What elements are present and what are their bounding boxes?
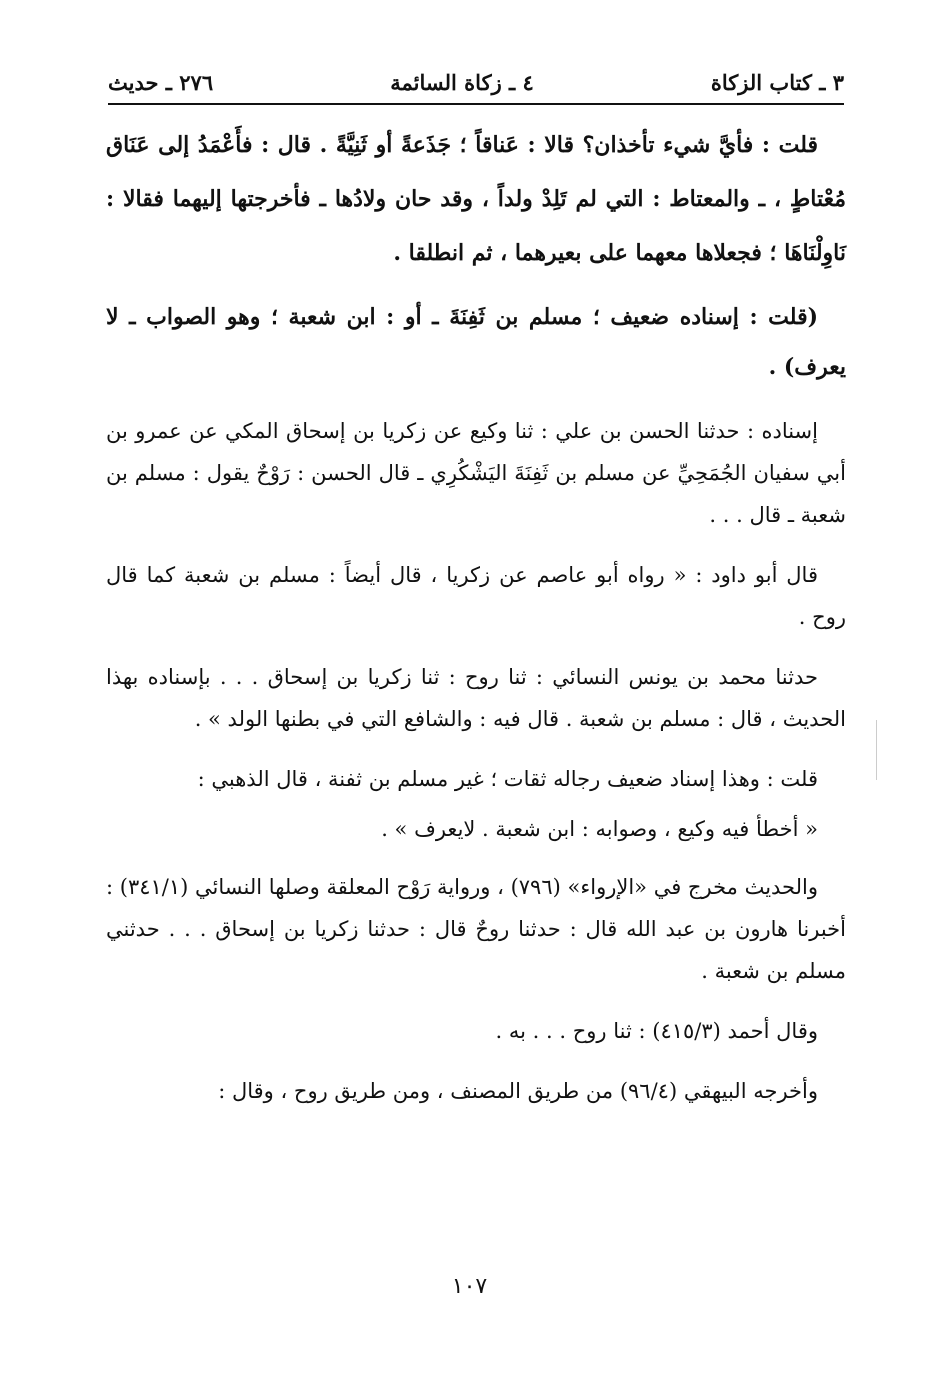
dhahabi-quote: « أخطأ فيه وكيع ، وصوابه : ابن شعبة . لايعرف » .: [381, 817, 818, 841]
page-number: ١٠٧: [451, 1274, 488, 1299]
bayhaqi-reference: وأخرجه البيهقي (٩٦/٤) من طريق المصنف ، ومن طريق روح ، وقال :: [218, 1079, 818, 1103]
grading-note: (قلت : إسناده ضعيف ؛ مسلم بن ثَفِنَةَ ـ أو : ابن شعبة ؛ وهو الصواب ـ لا يعرف) .: [106, 304, 846, 380]
hadith-text: قلت : فأيَّ شيء تأخذان؟ قالا : عَناقاً ؛ جَذَعةً أو ثَنِيَّةً . قال : فأَعْمَدُ إلى عَنَاق مُعْتاطٍ ، ـ والمعتاط : التي لم تَلِدْ ولداً ، وقد حان ولادُها ـ فأخرجتها إليهما فقالا : نَاوِلْنَاهَا ؛ فجعلاها معهما على بعيرهما ، ثم انطلقا .: [106, 132, 846, 266]
isnad-paragraph: إسناده : حدثنا الحسن بن علي : ثنا وكيع عن زكريا بن إسحاق المكي عن عمرو بن أبي سفيان الجُمَحِيِّ عن مسلم بن ثَفِنَةَ اليَشْكُرِي ـ قال الحسن : رَوْحٌ يقول : مسلم بن شعبة ـ قال . . .: [106, 419, 846, 527]
header-chapter: ٣ ـ كتاب الزكاة: [710, 69, 844, 95]
nasai-chain-paragraph: حدثنا محمد بن يونس النسائي : ثنا روح : ثنا زكريا بن إسحاق . . . بإسناده بهذا الحديث ، قال : مسلم بن شعبة . قال فيه : والشافع التي في بطنها الولد » .: [106, 665, 846, 731]
margin-mark: [876, 720, 877, 780]
running-header: [108, 64, 844, 100]
ahmad-reference: وقال أحمد (٤١٥/٣) : ثنا روح . . . به .: [495, 1019, 818, 1043]
commentary-paragraph: قلت : وهذا إسناد ضعيف رجاله ثقات ؛ غير مسلم بن ثفنة ، قال الذهبي :: [197, 767, 818, 791]
header-divider: [108, 103, 844, 105]
takhrij-paragraph: والحديث مخرج في «الإرواء» (٧٩٦) ، ورواية رَوْح المعلقة وصلها النسائي (٣٤١/١) : أخبرنا هارون بن عبد الله قال : حدثنا روحٌ قال : حدثنا زكريا بن إسحاق . . . حدثني مسلم بن شعبة .: [106, 875, 846, 983]
page-body: [106, 118, 846, 1130]
abu-dawud-note: قال أبو داود : « رواه أبو عاصم عن زكريا ، قال أيضاً : مسلم بن شعبة كما قال روح .: [106, 563, 846, 629]
header-section: ٤ ـ زكاة السائمة: [390, 69, 534, 95]
header-hadith-number: ٢٧٦ ـ حديث: [108, 69, 214, 95]
